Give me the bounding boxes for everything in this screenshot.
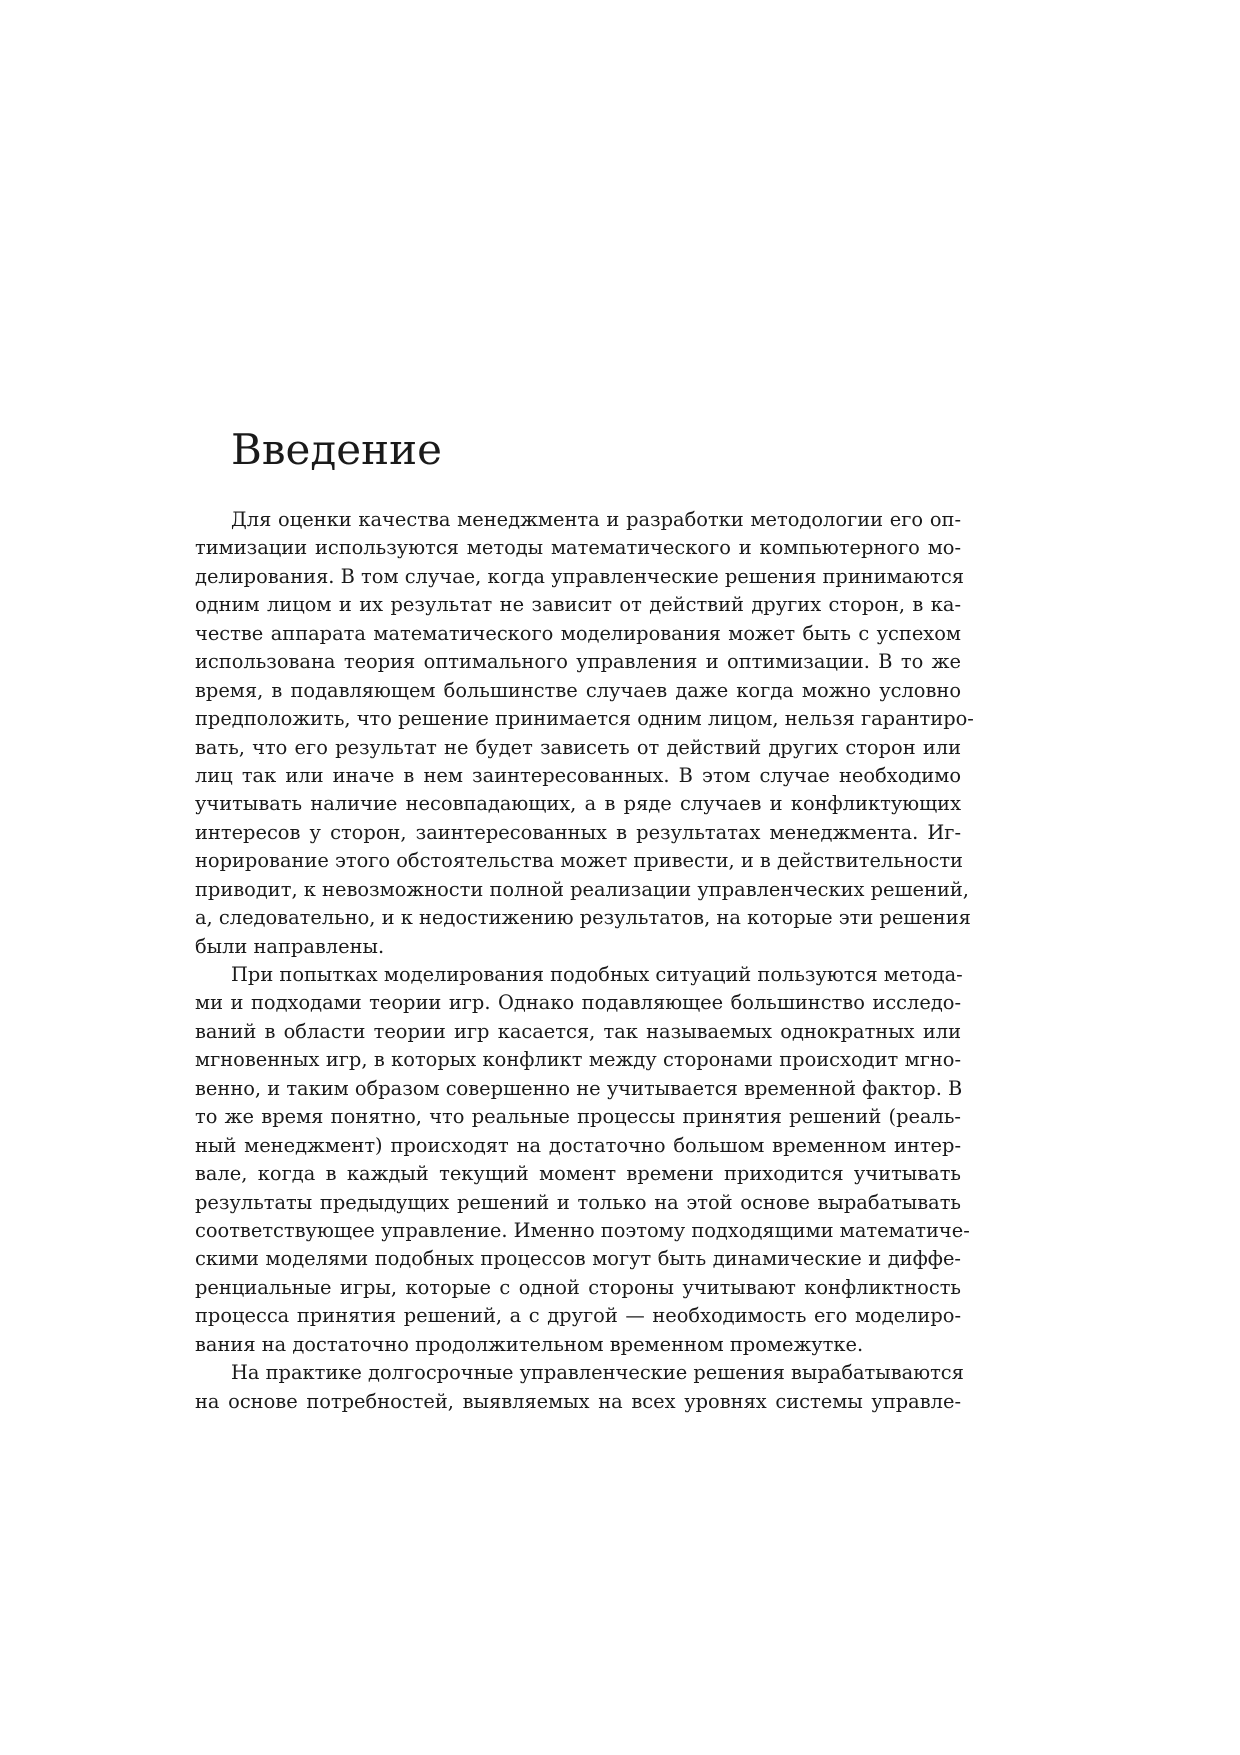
text-line: приводит, к невозможности полной реализации управленческих решений, bbox=[195, 877, 969, 901]
text-line: интересов у сторон, заинтересованных в результатах менеджмента. Иг- bbox=[195, 820, 961, 844]
text-line: предположить, что решение принимается одним лицом, нельзя гарантиро- bbox=[195, 707, 974, 731]
section-title: Введение bbox=[231, 425, 442, 474]
text-line: ваний в области теории игр касается, так называемых однократных или bbox=[195, 1019, 961, 1043]
text-line: использована теория оптимального управления и оптимизации. В то же bbox=[195, 650, 961, 674]
text-line: скими моделями подобных процессов могут быть динамические и диффе- bbox=[195, 1247, 961, 1271]
text-line: ми и подходами теории игр. Однако подавляющее большинство исследо- bbox=[195, 991, 961, 1015]
text-line: вале, когда в каждый текущий момент времени приходится учитывать bbox=[195, 1162, 961, 1186]
text-line: вать, что его результат не будет зависеть от действий других сторон или bbox=[195, 735, 961, 759]
text-line: лиц так или иначе в нем заинтересованных. В этом случае необходимо bbox=[195, 763, 961, 787]
paragraph-1 bbox=[195, 506, 974, 961]
text-line: вания на достаточно продолжительном временном промежутке. bbox=[195, 1332, 864, 1356]
text-line: результаты предыдущих решений и только на этой основе вырабатывать bbox=[195, 1190, 961, 1214]
text-line: а, следовательно, и к недостижению результатов, на которые эти решения bbox=[195, 906, 971, 930]
text-line: время, в подавляющем большинстве случаев даже когда можно условно bbox=[195, 678, 961, 702]
text-line: ный менеджмент) происходят на достаточно большом временном интер- bbox=[195, 1133, 961, 1157]
text-line: соответствующее управление. Именно поэтому подходящими математиче- bbox=[195, 1218, 970, 1242]
text-line: честве аппарата математического моделирования может быть с успехом bbox=[195, 621, 961, 645]
text-line: делирования. В том случае, когда управленческие решения принимаются bbox=[195, 564, 964, 588]
text-line: одним лицом и их результат не зависит от действий других сторон, в ка- bbox=[195, 593, 961, 617]
text-line: были направлены. bbox=[195, 934, 385, 958]
text-line: норирование этого обстоятельства может привести, и в действительности bbox=[195, 849, 963, 873]
text-line: При попытках моделирования подобных ситуаций пользуются метода- bbox=[231, 963, 963, 986]
text-line: Для оценки качества менеджмента и разработки методологии его оп- bbox=[231, 508, 961, 531]
paragraph-3 bbox=[195, 1359, 964, 1416]
text-line: тимизации используются методы математического и компьютерного мо- bbox=[195, 536, 961, 560]
text-line: то же время понятно, что реальные процессы принятия решений (реаль- bbox=[195, 1105, 961, 1129]
text-line: процесса принятия решений, а с другой — необходимость его моделиро- bbox=[195, 1304, 961, 1328]
text-line: на основе потребностей, выявляемых на всех уровнях системы управле- bbox=[195, 1389, 961, 1413]
paragraph-2 bbox=[195, 961, 970, 1359]
body-text bbox=[195, 506, 974, 1416]
text-line: венно, и таким образом совершенно не учитывается временной фактор. В bbox=[195, 1076, 963, 1100]
text-line: ренциальные игры, которые с одной стороны учитывают конфликтность bbox=[195, 1275, 961, 1299]
text-line: учитывать наличие несовпадающих, а в ряде случаев и конфликтующих bbox=[195, 792, 961, 816]
text-line: На практике долгосрочные управленческие решения вырабатываются bbox=[231, 1361, 964, 1385]
text-line: мгновенных игр, в которых конфликт между сторонами происходит мгно- bbox=[195, 1048, 961, 1072]
